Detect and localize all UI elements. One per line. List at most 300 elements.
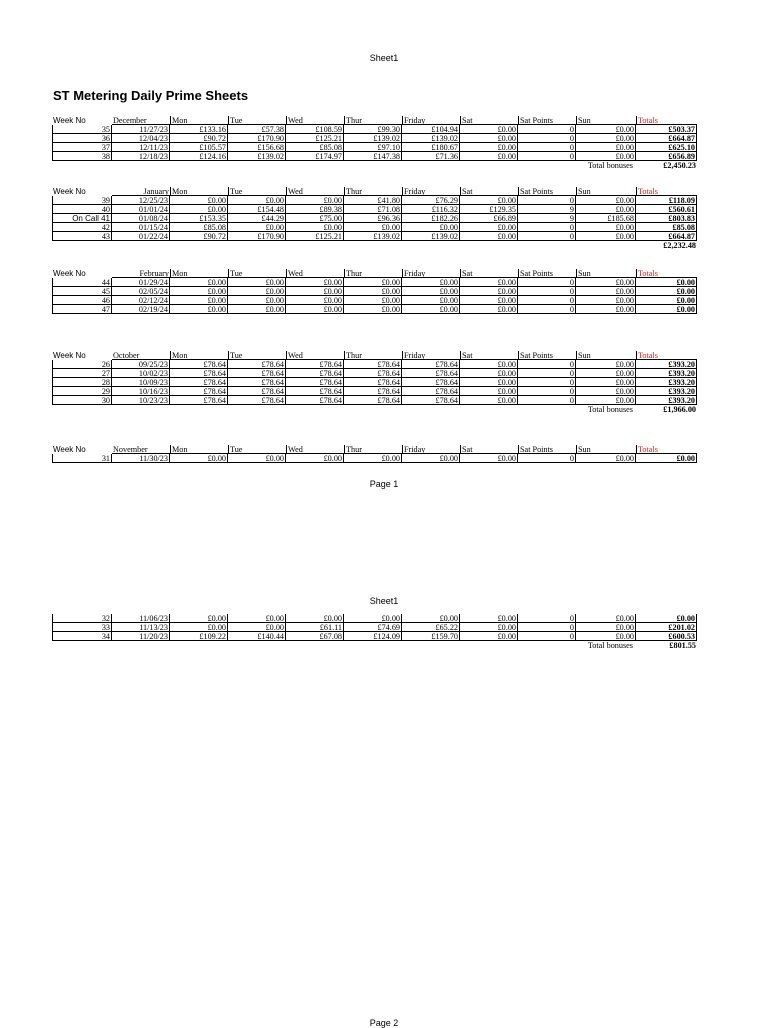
value-cell: £170.90 (228, 134, 286, 143)
value-cell: £78.64 (286, 396, 344, 405)
table-row (52, 205, 697, 214)
table-row (52, 454, 697, 463)
value-cell: 0 (518, 632, 576, 641)
column-header: Totals (636, 445, 697, 454)
week-no-header: Week No (53, 116, 86, 125)
value-cell: £0.00 (576, 223, 636, 232)
date-cell: 11/30/23 (112, 454, 170, 463)
value-cell: £0.00 (286, 196, 344, 205)
date-cell: 01/15/24 (112, 223, 170, 232)
value-cell: £104.94 (402, 125, 460, 134)
week-no-cell: 38 (52, 152, 112, 161)
date-cell: 01/29/24 (112, 278, 170, 287)
value-cell: £159.70 (402, 632, 460, 641)
total-cell: £201.02 (636, 623, 697, 632)
week-no-cell: 33 (52, 623, 112, 632)
date-cell: 11/27/23 (112, 125, 170, 134)
date-cell: 02/12/24 (112, 296, 170, 305)
value-cell: £139.02 (228, 152, 286, 161)
value-cell: £78.64 (344, 360, 402, 369)
column-header: Wed (286, 269, 344, 278)
value-cell: £78.64 (170, 378, 228, 387)
value-cell: £57.38 (228, 125, 286, 134)
value-cell: £78.64 (286, 387, 344, 396)
value-cell: £180.67 (402, 143, 460, 152)
value-cell: £0.00 (228, 623, 286, 632)
table-row (52, 378, 697, 387)
value-cell: £124.16 (170, 152, 228, 161)
value-cell: £0.00 (402, 223, 460, 232)
value-cell: 0 (518, 396, 576, 405)
value-cell: £0.00 (460, 232, 518, 241)
value-cell: £0.00 (170, 196, 228, 205)
total-cell: £0.00 (636, 287, 697, 296)
value-cell: £0.00 (170, 278, 228, 287)
week-no-cell: 39 (52, 196, 112, 205)
week-no-cell: 27 (52, 369, 112, 378)
value-cell: 0 (518, 143, 576, 152)
value-cell: 0 (518, 378, 576, 387)
value-cell: £0.00 (576, 454, 636, 463)
table-header-row (52, 269, 697, 278)
date-cell: 01/08/24 (112, 214, 170, 223)
value-cell: £154.48 (228, 205, 286, 214)
value-cell: £133.16 (170, 125, 228, 134)
value-cell: £0.00 (286, 454, 344, 463)
table-row (52, 305, 697, 314)
sheet-header-page2: Sheet1 (369, 596, 399, 606)
table-row (52, 614, 697, 623)
total-cell: £803.83 (636, 214, 697, 223)
total-cell: £393.20 (636, 360, 697, 369)
value-cell: £78.64 (170, 369, 228, 378)
value-cell: £0.00 (402, 278, 460, 287)
value-cell: 0 (518, 369, 576, 378)
value-cell: £67.08 (286, 632, 344, 641)
value-cell: £0.00 (460, 305, 518, 314)
column-header: Tue (228, 269, 286, 278)
table-row (52, 623, 697, 632)
column-header: Totals (636, 116, 697, 125)
value-cell: £89.38 (286, 205, 344, 214)
week-no-header: Week No (53, 445, 86, 454)
value-cell: £0.00 (460, 387, 518, 396)
column-header: Tue (228, 445, 286, 454)
date-cell: 12/18/23 (112, 152, 170, 161)
value-cell: £0.00 (576, 614, 636, 623)
value-cell: £170.90 (228, 232, 286, 241)
total-cell: £0.00 (636, 614, 697, 623)
table-row (52, 223, 697, 232)
value-cell: £140.44 (228, 632, 286, 641)
value-cell: £44.29 (228, 214, 286, 223)
value-cell: £76.29 (402, 196, 460, 205)
value-cell: £65.22 (402, 623, 460, 632)
week-no-header: Week No (53, 187, 86, 196)
value-cell: 9 (518, 214, 576, 223)
value-cell: £0.00 (402, 305, 460, 314)
value-cell: £0.00 (576, 196, 636, 205)
value-cell: £156.68 (228, 143, 286, 152)
total-cell: £600.53 (636, 632, 697, 641)
total-cell: £503.37 (636, 125, 697, 134)
value-cell: 0 (518, 305, 576, 314)
column-header: Thur (344, 445, 402, 454)
value-cell: £0.00 (170, 623, 228, 632)
column-header: Friday (402, 116, 460, 125)
value-cell: £0.00 (460, 614, 518, 623)
value-cell: £0.00 (228, 287, 286, 296)
date-cell: 09/25/23 (112, 360, 170, 369)
total-cell: £625.10 (636, 143, 697, 152)
value-cell: £0.00 (344, 296, 402, 305)
table-header-row (52, 187, 697, 196)
week-no-header: Week No (53, 269, 86, 278)
table-header-row (52, 351, 697, 360)
value-cell: £0.00 (576, 623, 636, 632)
table-row (52, 632, 697, 641)
total-bonuses-value: £1,966.00 (663, 405, 696, 414)
column-header: Mon (170, 351, 228, 360)
value-cell: £78.64 (170, 360, 228, 369)
value-cell: £0.00 (576, 134, 636, 143)
value-cell: 0 (518, 152, 576, 161)
date-cell: 01/22/24 (112, 232, 170, 241)
total-bonuses-value: £2,232.48 (663, 241, 696, 250)
value-cell: £0.00 (576, 152, 636, 161)
month-header: February (112, 269, 170, 278)
column-header: Sun (576, 187, 636, 196)
month-header: December (112, 116, 170, 125)
total-bonuses-row (52, 405, 697, 414)
column-header: Sat Points (518, 351, 576, 360)
week-no-cell: 47 (52, 305, 112, 314)
value-cell: £0.00 (344, 278, 402, 287)
month-header: November (112, 445, 170, 454)
column-header: Sat (460, 187, 518, 196)
total-bonuses-label: Total bonuses (587, 405, 633, 414)
value-cell: £71.36 (402, 152, 460, 161)
week-no-cell: 42 (52, 223, 112, 232)
value-cell: £0.00 (170, 296, 228, 305)
value-cell: £78.64 (170, 396, 228, 405)
column-header: Wed (286, 351, 344, 360)
value-cell: £0.00 (576, 296, 636, 305)
value-cell: £97.10 (344, 143, 402, 152)
week-no-cell: 31 (52, 454, 112, 463)
value-cell: £0.00 (576, 305, 636, 314)
value-cell: 0 (518, 196, 576, 205)
value-cell: £90.72 (170, 134, 228, 143)
table-row (52, 196, 697, 205)
week-no-cell: On Call 41 (52, 214, 112, 223)
date-cell: 11/13/23 (112, 623, 170, 632)
column-header: Sat (460, 445, 518, 454)
value-cell: £0.00 (460, 454, 518, 463)
value-cell: £96.36 (344, 214, 402, 223)
value-cell: £78.64 (228, 378, 286, 387)
table-row (52, 125, 697, 134)
value-cell: £129.35 (460, 205, 518, 214)
value-cell: £139.02 (344, 232, 402, 241)
column-header: Sun (576, 445, 636, 454)
value-cell: 0 (518, 278, 576, 287)
week-no-cell: 37 (52, 143, 112, 152)
total-bonuses-value: £2,450.23 (663, 161, 696, 170)
table-december (52, 116, 697, 170)
total-cell: £0.00 (636, 278, 697, 287)
value-cell: 0 (518, 287, 576, 296)
column-header: Totals (636, 351, 697, 360)
value-cell: £0.00 (286, 223, 344, 232)
value-cell: £78.64 (170, 387, 228, 396)
value-cell: £78.64 (402, 396, 460, 405)
table-header-row (52, 445, 697, 454)
column-header: Sat (460, 351, 518, 360)
value-cell: £108.59 (286, 125, 344, 134)
page-footer: Page 1 (369, 479, 399, 489)
value-cell: £0.00 (460, 287, 518, 296)
table-february (52, 269, 697, 314)
table-header-row (52, 116, 697, 125)
total-cell: £393.20 (636, 369, 697, 378)
value-cell: £139.02 (344, 134, 402, 143)
value-cell: £78.64 (286, 378, 344, 387)
total-cell: £393.20 (636, 387, 697, 396)
column-header: Sat Points (518, 187, 576, 196)
total-bonuses-row (52, 161, 697, 170)
value-cell: £0.00 (228, 223, 286, 232)
value-cell: £0.00 (228, 454, 286, 463)
total-cell: £0.00 (636, 296, 697, 305)
value-cell: 0 (518, 454, 576, 463)
value-cell: £0.00 (228, 278, 286, 287)
total-bonuses-label: Total bonuses (587, 161, 633, 170)
column-header: Wed (286, 445, 344, 454)
value-cell: £0.00 (344, 614, 402, 623)
value-cell: £0.00 (460, 196, 518, 205)
value-cell: £61.11 (286, 623, 344, 632)
value-cell: £78.64 (228, 360, 286, 369)
table-october (52, 351, 697, 414)
column-header: Mon (170, 445, 228, 454)
column-header: Sat Points (518, 269, 576, 278)
value-cell: £78.64 (402, 387, 460, 396)
date-cell: 02/05/24 (112, 287, 170, 296)
total-cell: £560.61 (636, 205, 697, 214)
value-cell: £105.57 (170, 143, 228, 152)
value-cell: £0.00 (576, 387, 636, 396)
value-cell: £0.00 (286, 287, 344, 296)
value-cell: £0.00 (576, 369, 636, 378)
value-cell: £0.00 (576, 378, 636, 387)
week-no-header: Week No (53, 351, 86, 360)
date-cell: 12/11/23 (112, 143, 170, 152)
column-header: Friday (402, 351, 460, 360)
value-cell: £78.64 (286, 360, 344, 369)
week-no-cell: 29 (52, 387, 112, 396)
value-cell: £0.00 (402, 287, 460, 296)
total-cell: £85.08 (636, 223, 697, 232)
value-cell: £0.00 (576, 287, 636, 296)
table-row (52, 152, 697, 161)
column-header: Mon (170, 187, 228, 196)
total-cell: £393.20 (636, 396, 697, 405)
column-header: Sat Points (518, 116, 576, 125)
value-cell: 0 (518, 360, 576, 369)
date-cell: 01/01/24 (112, 205, 170, 214)
value-cell: £0.00 (286, 305, 344, 314)
value-cell: £78.64 (402, 378, 460, 387)
week-no-cell: 26 (52, 360, 112, 369)
column-header: Totals (636, 187, 697, 196)
column-header: Thur (344, 116, 402, 125)
table-november (52, 445, 697, 463)
value-cell: £0.00 (460, 134, 518, 143)
value-cell: £0.00 (402, 454, 460, 463)
total-cell: £393.20 (636, 378, 697, 387)
week-no-cell: 35 (52, 125, 112, 134)
table-row (52, 296, 697, 305)
value-cell: £0.00 (170, 454, 228, 463)
value-cell: £78.64 (228, 387, 286, 396)
value-cell: £0.00 (460, 278, 518, 287)
value-cell: £0.00 (402, 296, 460, 305)
column-header: Totals (636, 269, 697, 278)
date-cell: 10/09/23 (112, 378, 170, 387)
table-row (52, 232, 697, 241)
table-row (52, 214, 697, 223)
total-cell: £664.87 (636, 232, 697, 241)
value-cell: £125.21 (286, 232, 344, 241)
value-cell: £71.08 (344, 205, 402, 214)
value-cell: £78.64 (228, 369, 286, 378)
value-cell: £78.64 (228, 396, 286, 405)
date-cell: 11/20/23 (112, 632, 170, 641)
value-cell: £139.02 (402, 134, 460, 143)
table-row (52, 387, 697, 396)
value-cell: £78.64 (344, 387, 402, 396)
value-cell: £0.00 (460, 296, 518, 305)
value-cell: £90.72 (170, 232, 228, 241)
week-no-cell: 36 (52, 134, 112, 143)
value-cell: £0.00 (170, 614, 228, 623)
value-cell: £182.26 (402, 214, 460, 223)
value-cell: £0.00 (576, 278, 636, 287)
value-cell: £78.64 (344, 396, 402, 405)
value-cell: £0.00 (344, 305, 402, 314)
value-cell: £0.00 (576, 125, 636, 134)
date-cell: 02/19/24 (112, 305, 170, 314)
value-cell: £0.00 (460, 378, 518, 387)
column-header: Mon (170, 269, 228, 278)
value-cell: £0.00 (228, 296, 286, 305)
month-header: January (112, 187, 170, 196)
page-footer-page2: Page 2 (369, 1018, 399, 1028)
value-cell: 0 (518, 134, 576, 143)
value-cell: £174.97 (286, 152, 344, 161)
date-cell: 10/02/23 (112, 369, 170, 378)
value-cell: 0 (518, 296, 576, 305)
date-cell: 10/23/23 (112, 396, 170, 405)
total-cell: £664.87 (636, 134, 697, 143)
total-bonuses-label: Total bonuses (587, 641, 633, 650)
value-cell: £0.00 (170, 287, 228, 296)
value-cell: £0.00 (344, 223, 402, 232)
value-cell: £0.00 (286, 278, 344, 287)
value-cell: £0.00 (460, 143, 518, 152)
value-cell: £139.02 (402, 232, 460, 241)
column-header: Friday (402, 187, 460, 196)
value-cell: £0.00 (460, 369, 518, 378)
week-no-cell: 32 (52, 614, 112, 623)
value-cell: 0 (518, 223, 576, 232)
value-cell: £0.00 (460, 152, 518, 161)
value-cell: £78.64 (402, 369, 460, 378)
value-cell: £116.32 (402, 205, 460, 214)
value-cell: 0 (518, 125, 576, 134)
total-cell: £656.89 (636, 152, 697, 161)
value-cell: £78.64 (402, 360, 460, 369)
week-no-cell: 34 (52, 632, 112, 641)
value-cell: £0.00 (460, 125, 518, 134)
week-no-cell: 28 (52, 378, 112, 387)
value-cell: £0.00 (576, 396, 636, 405)
date-cell: 12/04/23 (112, 134, 170, 143)
week-no-cell: 46 (52, 296, 112, 305)
value-cell: 0 (518, 232, 576, 241)
column-header: Thur (344, 269, 402, 278)
table-row (52, 360, 697, 369)
value-cell: £0.00 (460, 623, 518, 632)
table-november-cont (52, 614, 697, 650)
column-header: Thur (344, 187, 402, 196)
column-header: Sun (576, 351, 636, 360)
table-row (52, 278, 697, 287)
column-header: Wed (286, 116, 344, 125)
date-cell: 12/25/23 (112, 196, 170, 205)
week-no-cell: 40 (52, 205, 112, 214)
page-title: ST Metering Daily Prime Sheets (53, 88, 249, 103)
week-no-cell: 43 (52, 232, 112, 241)
week-no-cell: 45 (52, 287, 112, 296)
value-cell: £78.64 (344, 378, 402, 387)
total-bonuses-row (52, 641, 697, 650)
week-no-cell: 30 (52, 396, 112, 405)
value-cell: £153.35 (170, 214, 228, 223)
value-cell: £0.00 (170, 205, 228, 214)
value-cell: £75.00 (286, 214, 344, 223)
value-cell: £85.08 (170, 223, 228, 232)
value-cell: £124.09 (344, 632, 402, 641)
column-header: Sat (460, 116, 518, 125)
column-header: Mon (170, 116, 228, 125)
value-cell: £0.00 (576, 632, 636, 641)
value-cell: £0.00 (228, 305, 286, 314)
value-cell: £0.00 (576, 360, 636, 369)
column-header: Sun (576, 269, 636, 278)
column-header: Sun (576, 116, 636, 125)
column-header: Sat (460, 269, 518, 278)
column-header: Sat Points (518, 445, 576, 454)
value-cell: £0.00 (344, 454, 402, 463)
value-cell: £0.00 (344, 287, 402, 296)
column-header: Tue (228, 187, 286, 196)
table-row (52, 396, 697, 405)
date-cell: 11/06/23 (112, 614, 170, 623)
table-row (52, 143, 697, 152)
value-cell: £0.00 (576, 143, 636, 152)
